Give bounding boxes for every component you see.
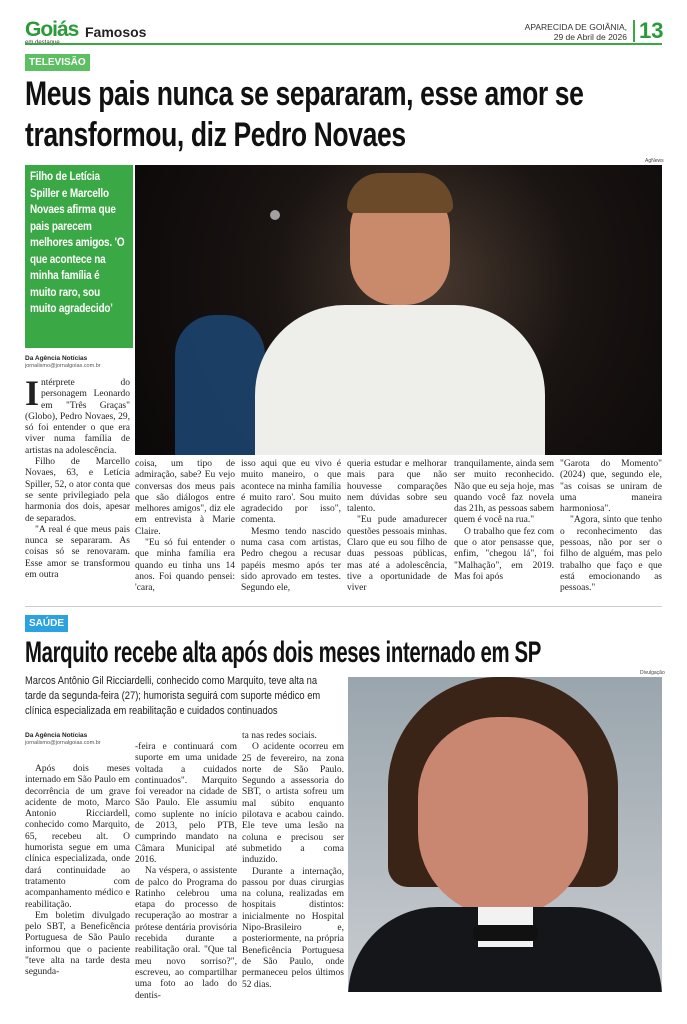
paragraph: Mesmo tendo nascido numa casa com artistas, Pedro chegou a recusar papéis mesmo após ter sido aprovado em testes. Segundo ele, — [241, 526, 341, 594]
pull-quote-text: Filho de Letícia Spiller e Marcello Novaes afirma que pais parecem melhores amigos. 'O que acontece na minha família é muito raro, sou muito agradecido' — [30, 170, 125, 315]
byline — [25, 355, 133, 370]
paragraph: "Agora, sinto que tenho o reconhecimento das pessoas, não por ser o filho de alguém, mas pelo trabalho que faço e que está emocionando as pessoas." — [560, 515, 662, 594]
category-tag: SAÚDE — [25, 615, 68, 632]
section-divider — [25, 606, 662, 607]
paragraph: coisa, um tipo de admiração, sabe? Eu vejo conversas dos meus pais que são diálogos entre melhores amigos", diz ele em entrevista à Marie Claire. — [135, 459, 235, 537]
newspaper-logo: Goiás — [25, 18, 79, 41]
page-number: 13 — [633, 20, 663, 42]
article1-column-6 — [560, 459, 662, 595]
paragraph: -feira e continuará com suporte em uma unidade voltada a cuidados continuados". Marquito foi vereador na cidade de São Paulo. Ele assumiu como suplente no início de 2013, pelo PTB, cumprindo mandato na Câmara Municipal até 2016. — [135, 742, 237, 865]
article2-column-1 — [25, 764, 130, 979]
paragraph: Na véspera, o assistente de palco do Programa do Ratinho celebrou uma etapa do processo de recuperação ao mostrar a prótese dentária provisória recebida durante a reabilitação oral. "Que tal meu novo sorriso?", escreveu, ao compartilhar uma foto ao lado do dentis- — [135, 866, 237, 1001]
photo-credit: Divulgação — [640, 670, 665, 676]
article2-column-3 — [242, 731, 344, 991]
paragraph: Intérprete do personagem Leonardo em "Três Graças" (Globo), Pedro Novaes, 29, só foi entender o que era viver numa família de artistas na adolescência. — [25, 373, 130, 456]
article1-column-3 — [241, 459, 341, 595]
date: 29 de Abril de 2026 — [553, 32, 627, 42]
paragraph: Durante a internação, passou por duas cirurgias na coluna, realizadas em hospitais distintos: inicialmente no Hospital Nipo-Brasileiro e, posteriormente, na própria Beneficência Portuguesa de São Paulo, onde permaneceu pelos últimos 52 dias. — [242, 866, 344, 990]
section-title: Famosos — [85, 24, 147, 40]
paragraph: "Eu pude amadurecer questões pessoais minhas. Claro que eu sou filho de duas pessoas públicas, mas até a adolescência, tive a oportunidade de viver — [347, 515, 447, 594]
headline: Marquito recebe alta após dois meses internado em SP — [25, 636, 541, 669]
headline: Meus pais nunca se separaram, esse amor se transformou, diz Pedro Novaes — [25, 75, 584, 154]
photo-credit: AgNews — [645, 158, 664, 164]
pull-quote — [25, 165, 133, 348]
dateline — [525, 22, 627, 42]
header-rule — [25, 43, 662, 45]
deck: Marcos Antônio Gil Ricciardelli, conhecido como Marquito, teve alta na tarde da segunda-feira (27); humorista seguirá com suporte médico em clínica especializada em reabilitação e cuidados continuados — [25, 675, 321, 717]
paragraph: isso aqui que eu vivo é muito maneiro, o que acontece na minha família é muito raro'. Sou muito agradecido por isso", comenta. — [241, 459, 341, 526]
paragraph: "Eu só fui entender o que minha família era quando eu tinha uns 14 anos. Foi quando pensei: 'cara, — [135, 538, 235, 594]
photo-pedro-novaes — [135, 165, 662, 455]
byline-author: Da Agência Notícias — [25, 355, 88, 362]
byline — [25, 732, 130, 747]
drop-cap: I — [25, 373, 40, 413]
paragraph: O trabalho que fez com que o ator pensasse que, enfim, "chegou lá", foi "Malhação", em 2019. Mas foi após — [454, 526, 554, 582]
category-tag: TELEVISÃO — [25, 54, 90, 71]
city: APARECIDA DE GOIÂNIA, — [524, 22, 627, 32]
paragraph: Em boletim divulgado pelo SBT, a Beneficência Portuguesa de São Paulo informou que o paciente "teve alta na tarde desta segunda- — [25, 910, 130, 978]
paragraph: tranquilamente, ainda sem ser muito reconhecido. Não que eu seja hoje, mas quando você faz novela das 21h, as pessoas sabem quem é você na rua." — [454, 459, 554, 526]
paragraph: queria estudar e melhorar mais para que não houvesse comparações nem dúvidas sobre seu talento. — [347, 459, 447, 515]
byline-email: jornalismo@jornalgoias.com.br — [25, 363, 101, 369]
paragraph: ta nas redes sociais. — [242, 731, 317, 741]
article2-column-2 — [135, 742, 237, 1002]
photo-marquito — [348, 677, 662, 992]
paragraph: "A real é que meus pais nunca se separaram. As coisas só se renovaram. Esse amor se transformou em outra — [25, 524, 130, 581]
article1-column-2 — [135, 459, 235, 595]
article1-column-4 — [347, 459, 447, 595]
byline-author: Da Agência Notícias — [25, 732, 88, 739]
paragraph: Filho de Marcello Novaes, 63, e Letícia Spiller, 52, o ator conta que se sente privilegiado pela harmonia dos dois, apesar de separados. — [25, 457, 130, 524]
byline-email: jornalismo@jornalgoias.com.br — [25, 740, 101, 746]
paragraph: Após dois meses internado em São Paulo em decorrência de um grave acidente de moto, Marco Antonio Ricciardell, conhecido como Marquito, 65, recebeu alt. O humorista segue em uma clínica especializada, onde dará continuidade ao tratamento com acompanhamento médico e reabilitação. — [25, 764, 130, 910]
paragraph: O acidente ocorreu em 25 de fevereiro, na zona norte de São Paulo. Segundo a assessoria do SBT, o artista sofreu um mal súbito enquanto pilotava e acabou caindo. Ele teve uma lesão na coluna e precisou ser submetido a coma induzido. — [242, 742, 344, 866]
article1-column-5 — [454, 459, 554, 583]
paragraph: "Garota do Momento" (2024) que, segundo ele, "as coisas se uniram de uma maneira harmoniosa". — [560, 459, 662, 515]
article1-column-1 — [25, 373, 130, 581]
